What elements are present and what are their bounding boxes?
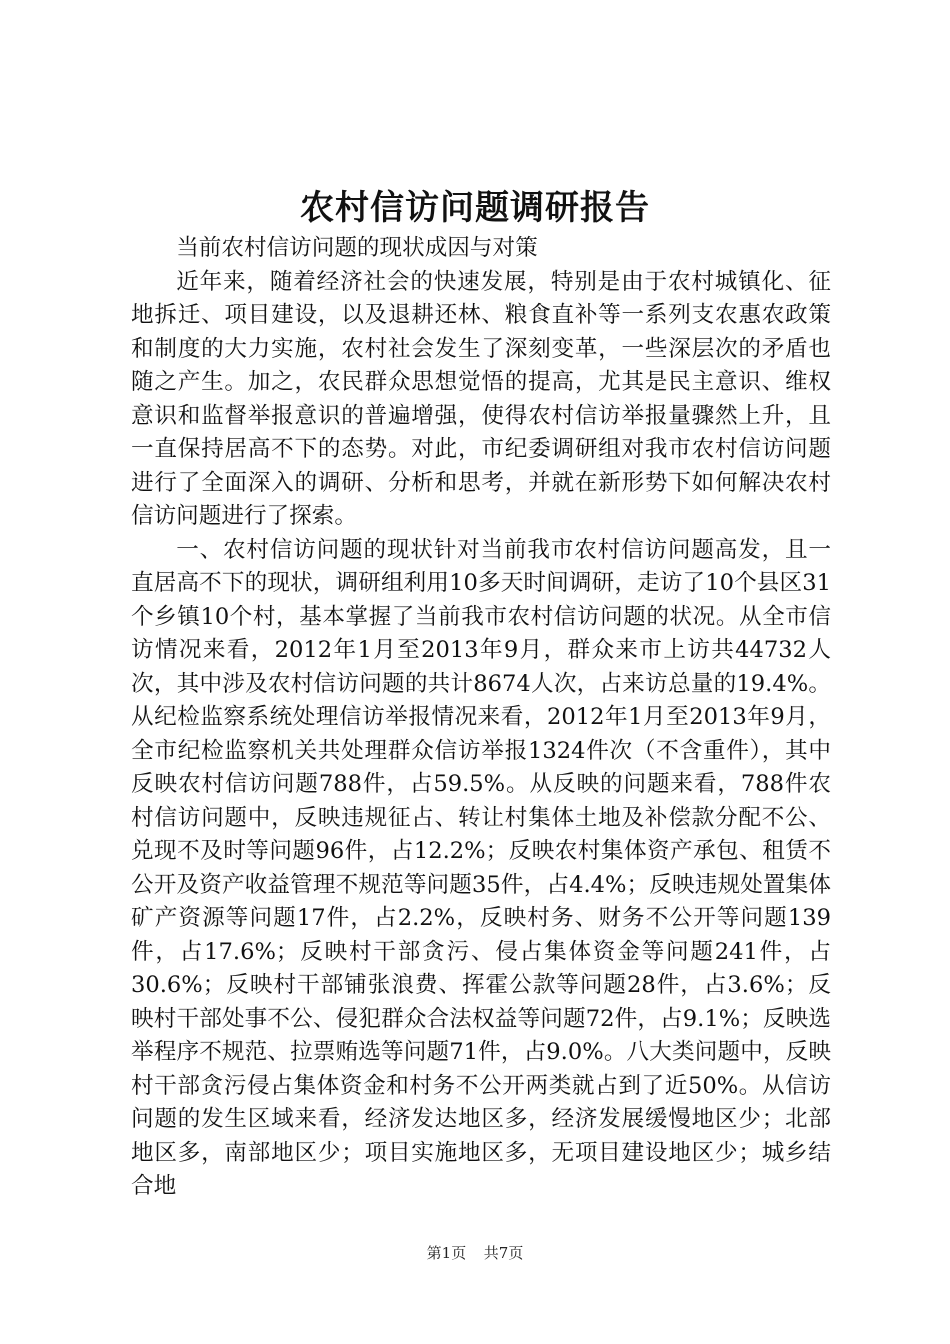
document-subtitle: 当前农村信访问题的现状成因与对策 (176, 235, 538, 261)
document-title: 农村信访问题调研报告 (300, 188, 650, 228)
page-number: 第1页 (426, 1244, 467, 1262)
page-footer (0, 1243, 950, 1263)
page-total: 共7页 (483, 1244, 524, 1262)
paragraph-status: 一、农村信访问题的现状针对当前我市农村信访问题高发，且一直居高不下的现状，调研组利用10多天时间调研，走访了10个县区31个乡镇10个村，基本掌握了当前我市农村信访问题的状况。从全市信访情况来看，2012年1月至2013年9月，群众来市上访共44732人次，其中涉及农村信访问题的共计8674人次，占来访总量的19.4%。从纪检监察系统处理信访举报情况来看，2012年1月至2013年9月，全市纪检监察机关共处理群众信访举报1324件次（不含重件），其中反映农村信访问题788件，占59.5%。从反映的问题来看，788件农村信访问题中，反映违规征占、转让村集体土地及补偿款分配不公、兑现不及时等问题96件，占12.2%；反映农村集体资产承包、租赁不公开及资产收益管理不规范等问题35件，占4.4%；反映违规处置集体矿产资源等问题17件，占2.2%，反映村务、财务不公开等问题139件，占17.6%；反映村干部贪污、侵占集体资金等问题241件，占30.6%；反映村干部铺张浪费、挥霍公款等问题28件，占3.6%；反映村干部处事不公、侵犯群众合法权益等问题72件，占9.1%；反映选举程序不规范、拉票贿选等问题71件，占9.0%。八大类问题中，反映村干部贪污侵占集体资金和村务不公开两类就占到了近50%。从信访问题的发生区域来看，经济发达地区多，经济发展缓慢地区少；北部地区多，南部地区少；项目实施地区多，无项目建设地区少；城乡结合地 (131, 536, 831, 1199)
paragraph-intro: 近年来，随着经济社会的快速发展，特别是由于农村城镇化、征地拆迁、项目建设，以及退耕还林、粮食直补等一系列支农惠农政策和制度的大力实施，农村社会发生了深刻变革，一些深层次的矛盾也随之产生。加之，农民群众思想觉悟的提高，尤其是民主意识、维权意识和监督举报意识的普遍增强，使得农村信访举报量骤然上升，且一直保持居高不下的态势。对此，市纪委调研组对我市农村信访问题进行了全面深入的调研、分析和思考，并就在新形势下如何解决农村信访问题进行了探索。 (131, 268, 831, 529)
document-body (131, 232, 831, 1204)
